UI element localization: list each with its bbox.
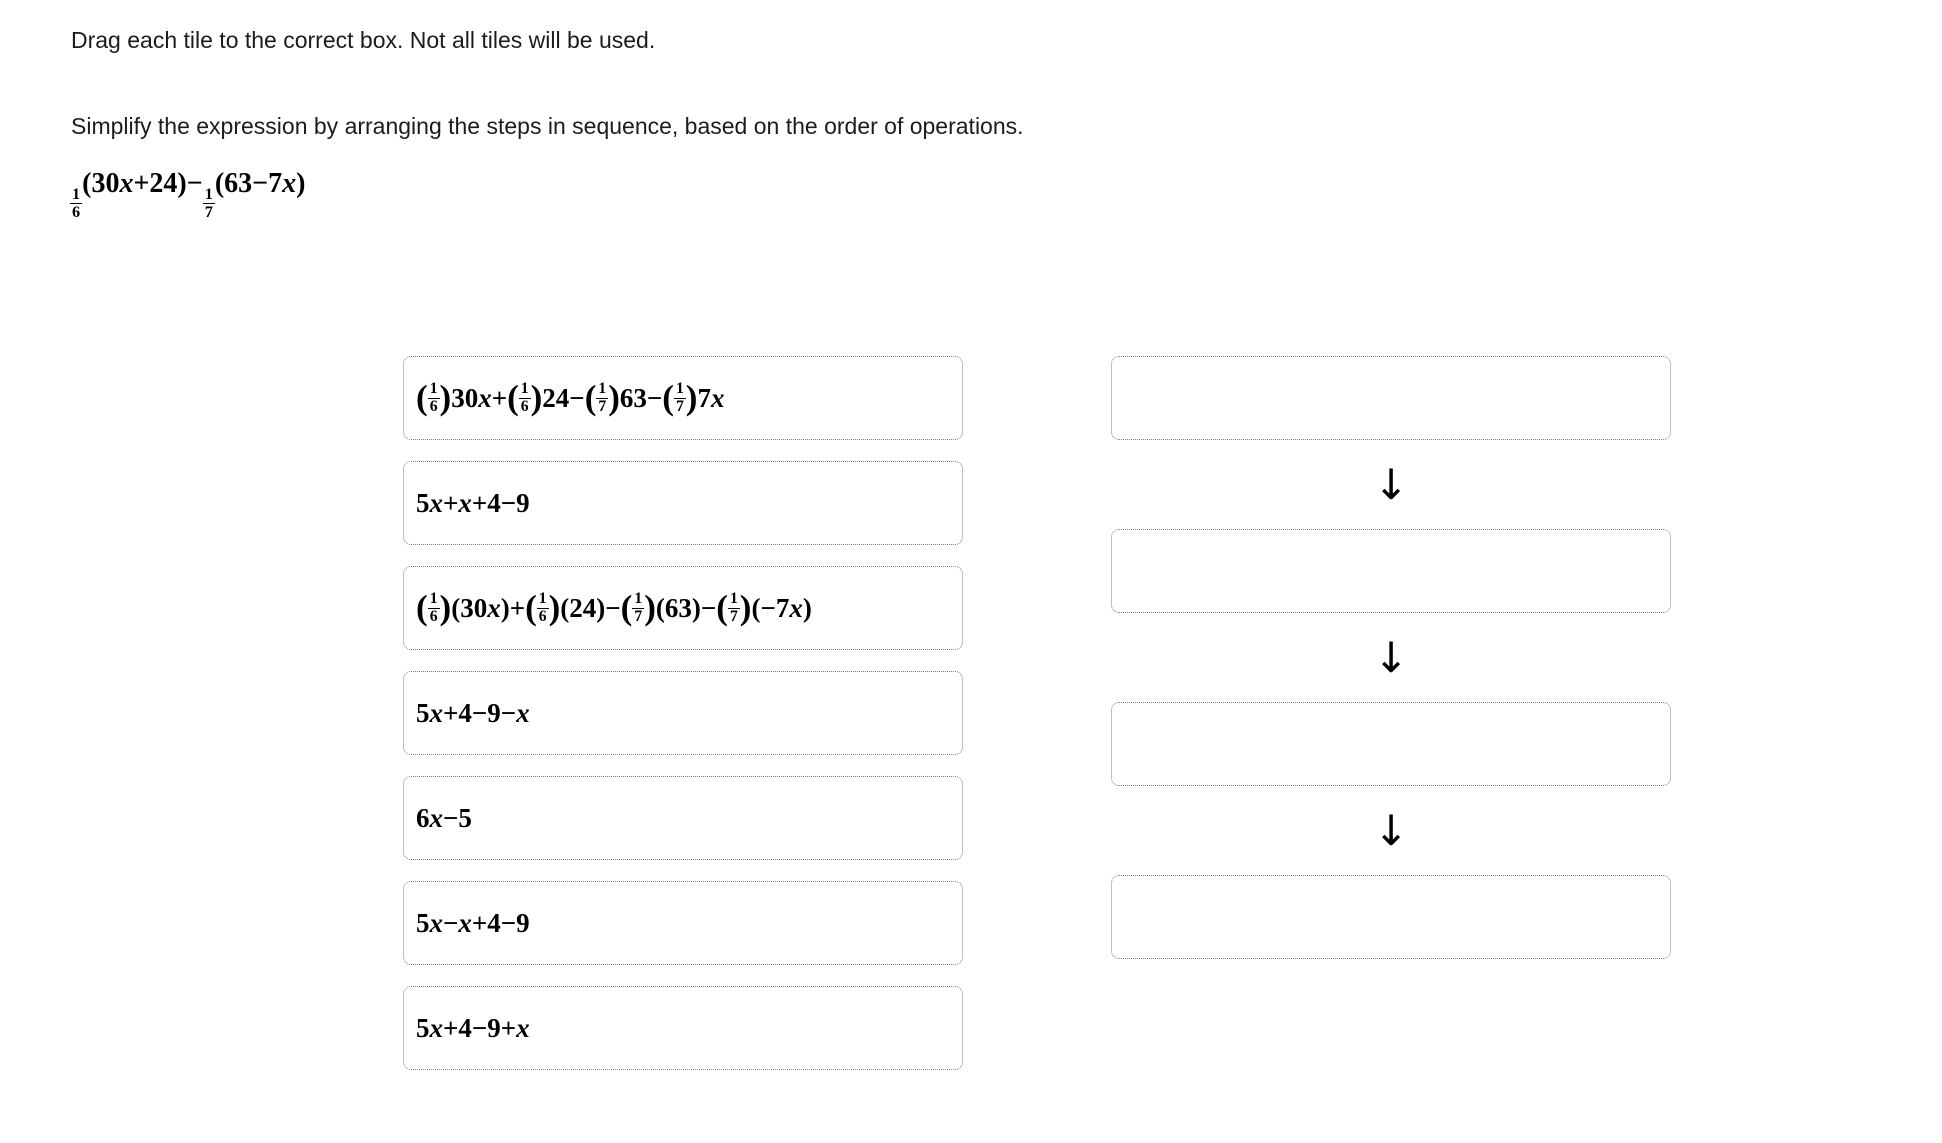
- fraction: $\frac{1}{6}$: [429, 379, 438, 415]
- stretched-paren: (: [716, 588, 728, 628]
- answer-slot-4[interactable]: [1111, 875, 1671, 959]
- stretched-paren: ): [685, 378, 698, 418]
- fraction: $\frac{1}{6}$: [538, 589, 547, 625]
- instruction-line1: Drag each tile to the correct box. Not all tiles will be used.: [71, 27, 656, 53]
- fraction: $\frac{1}{7}$: [729, 589, 738, 625]
- arrow-row-3: [1111, 786, 1671, 875]
- answer-slot-2[interactable]: [1111, 529, 1671, 613]
- answer-sequence: [1111, 356, 1671, 959]
- stretched-paren: (: [620, 588, 633, 628]
- stretched-paren: ): [548, 588, 561, 628]
- fraction: $\frac{1}{7}$: [634, 589, 643, 625]
- arrow-row-1: [1111, 440, 1671, 529]
- tile-2[interactable]: 5 x + x +4−9: [403, 461, 963, 545]
- fraction: $\frac{1}{6}$: [520, 379, 529, 415]
- stretched-paren: (: [662, 378, 674, 418]
- problem-expression: $\frac{1}{6}$ (30x+24)− $\frac{1}{7}$ (63−7x): [72, 168, 306, 222]
- fraction: $\frac{1}{6}$: [429, 589, 438, 625]
- stretched-paren: (: [507, 378, 519, 418]
- fraction: $\frac{1}{7}$: [204, 184, 213, 222]
- answer-slot-1[interactable]: [1111, 356, 1671, 440]
- stretched-paren: (: [416, 378, 428, 418]
- stretched-paren: ): [530, 378, 543, 418]
- stretched-paren: (: [525, 588, 537, 628]
- stretched-paren: (: [584, 378, 597, 418]
- tile-3[interactable]: ( $\frac{1}{6}$ ) (30 x )+ ( $\frac{1}{6}$ ) (24)− ( $\frac{1}{7}$ ) (63)− ( $\frac{1}{7}$ ) (−7 x ): [403, 566, 963, 650]
- fraction: $\frac{1}{7}$: [675, 379, 684, 415]
- stretched-paren: ): [644, 588, 656, 628]
- stretched-paren: ): [439, 378, 452, 418]
- tile-5[interactable]: 6 x −5: [403, 776, 963, 860]
- arrow-down-icon: ↓: [1373, 632, 1409, 682]
- tile-4[interactable]: 5 x +4−9− x: [403, 671, 963, 755]
- stretched-paren: (: [416, 588, 428, 628]
- stretched-paren: ): [439, 588, 452, 628]
- instruction-line2: Simplify the expression by arranging the steps in sequence, based on the order of operations.: [71, 113, 1024, 139]
- arrow-row-2: [1111, 613, 1671, 702]
- arrow-down-icon: ↓: [1373, 459, 1409, 509]
- tile-1[interactable]: ( $\frac{1}{6}$ ) 30 x + ( $\frac{1}{6}$ ) 24− ( $\frac{1}{7}$ ) 63− ( $\frac{1}{7}$ ) 7 x: [403, 356, 963, 440]
- tile-bank: [403, 356, 963, 1070]
- stretched-paren: ): [608, 378, 620, 418]
- answer-slot-3[interactable]: [1111, 702, 1671, 786]
- tile-6[interactable]: 5 x − x +4−9: [403, 881, 963, 965]
- fraction: $\frac{1}{6}$: [72, 184, 81, 222]
- fraction: $\frac{1}{7}$: [598, 379, 607, 415]
- stretched-paren: ): [739, 588, 752, 628]
- tile-7[interactable]: 5 x +4−9+ x: [403, 986, 963, 1070]
- arrow-down-icon: ↓: [1373, 805, 1409, 855]
